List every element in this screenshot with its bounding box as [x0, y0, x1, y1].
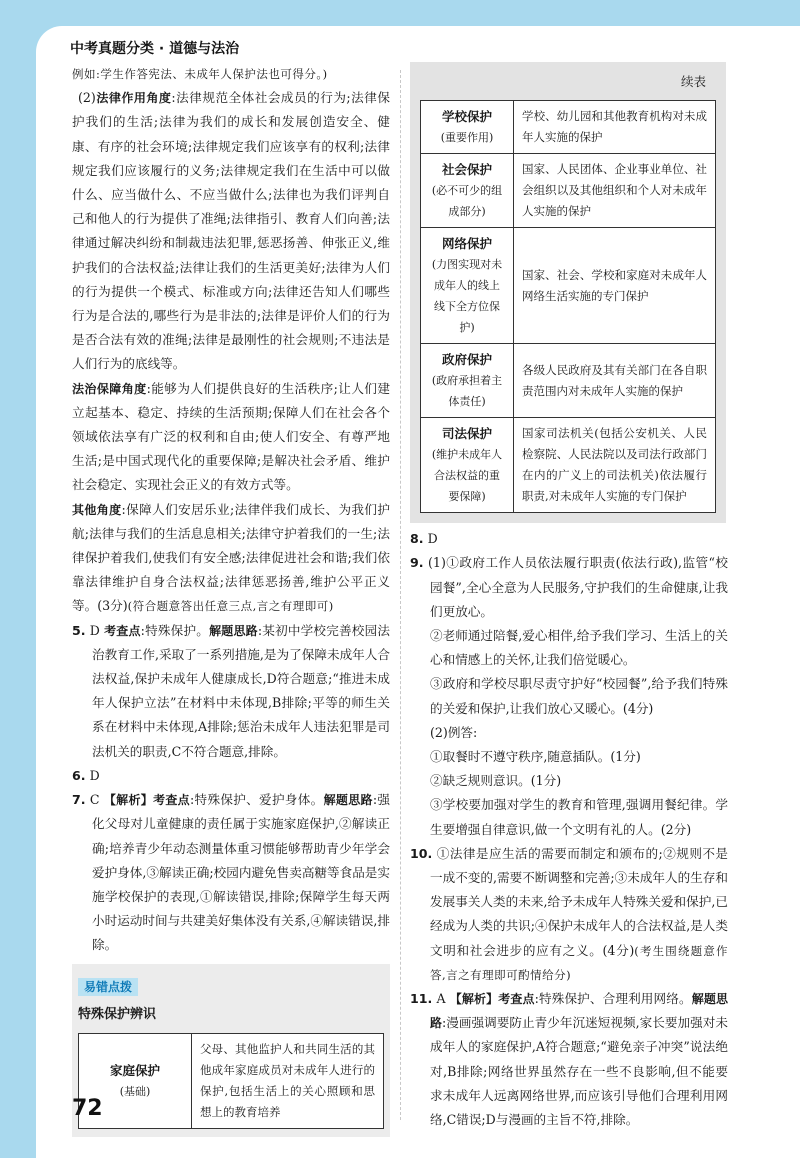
question-number: 6. [72, 767, 86, 783]
protection-role: (基础) [119, 1084, 151, 1098]
continued-label: 续表 [680, 74, 706, 89]
question-number: 7. [72, 792, 86, 808]
error-tip-title: 特殊保护辨识 [78, 1006, 157, 1022]
question-number: 11. [410, 991, 433, 1007]
table-row [421, 154, 716, 228]
answer-paragraph [72, 86, 390, 376]
error-tip-tag: 易错点拨 [78, 978, 138, 996]
question-number: 5. [72, 622, 86, 638]
key-text: :特殊保护、爱护身体。 [190, 792, 324, 808]
angle-label: 其他角度 [72, 502, 122, 517]
angle-text: :法律规范全体社会成员的行为;法律保护我们的生活;法律为我们的成长和发展创造安全、健康、有序的社会环境;法律规定我们应该享有的权利;法律规定我们应该履行的义务;法律规定我们在生活中可以做什么、应当做什么、不应当做什么;法律也为我们评判自己和他人的行为提供了准绳;法律指引、教育人们向善;法律通过解决纠纷和制裁违法犯罪,惩恶扬善、伸张正义,维护我们的合法权益;法律让我们的生活更美好;法律为人们的行为提供一个模式、标准或方向;法律还告知人们哪些行为是合法的,哪些行为是非法的;法律是评价人们的行为是否合法有效的准绳;法律是最刚性的社会规则;不违法是人们行为的底线等。 [72, 90, 390, 372]
continued-table-box [410, 62, 726, 523]
page-header: 中考真题分类 · 道德与法治 [70, 41, 240, 57]
key-text: :强化父母对儿童健康的责任属于实施家庭保护,②解读正确;培养青少年动态测量体重习惯能够帮助青少年学会爱护身体,③解读正确;校园内避免售卖高糖等食品是实施学校保护的表现,①解读错误,排除;保障学生每天两小时运动时间与共建美好集体没有关系,④解读错误,排除。 [92, 792, 390, 953]
protection-role: (力图实现对未成年人的线上线下全方位保护) [431, 258, 503, 335]
question-answer [410, 987, 728, 1132]
grading-note: (符合题意答出任意三点,言之有理即可) [127, 599, 334, 614]
protection-desc: 国家、人民团体、企业事业单位、社会组织以及其他组织和个人对未成年人实施的保护 [514, 154, 716, 228]
answer-line: (2)例答: [430, 724, 478, 740]
protection-type: 学校保护 [441, 109, 492, 125]
protection-desc: 学校、幼儿园和其他教育机构对未成年人实施的保护 [514, 101, 716, 154]
table-row [421, 418, 716, 513]
analysis-tag: 【解析】 [449, 992, 499, 1007]
protection-role: (必不可少的组成部分) [431, 184, 503, 219]
answer-line: ②老师通过陪餐,爱心相伴,给予我们学习、生活上的关心和情感上的关怀,让我们倍觉暖心。 [430, 628, 728, 668]
table-row [421, 228, 716, 344]
score: (3分) [97, 598, 128, 614]
table-row [79, 1033, 384, 1128]
protection-table [78, 1033, 384, 1129]
protection-role: (维护未成年人合法权益的重要保障) [431, 448, 503, 504]
protection-type: 家庭保护 [109, 1062, 160, 1078]
answer-choice: C [89, 792, 100, 808]
key-label: 考查点 [104, 623, 141, 638]
sub-number: (2) [78, 90, 96, 106]
question-answer [72, 764, 390, 788]
left-column [72, 62, 390, 1137]
question-number: 8. [410, 531, 424, 547]
error-tip-box [72, 964, 390, 1137]
right-column [410, 62, 728, 1132]
angle-label: 法治保障角度 [72, 381, 147, 396]
key-label: 考查点 [153, 793, 190, 808]
protection-type: 政府保护 [441, 352, 492, 368]
question-answer [72, 788, 390, 957]
question-answer [410, 842, 728, 987]
table-row [421, 344, 716, 418]
answer-line: (1)①政府工作人员依法履行职责(依法行政),监管“校园餐”,全心全意为人民服务,守护我们的生命健康,让我们更放心。 [428, 555, 729, 619]
answer-line: ③政府和学校尽职尽责守护好“校园餐”,给予我们特殊的关爱和保护,让我们放心又暖心。(4分) [430, 676, 728, 716]
key-label: 解题思路 [323, 793, 373, 808]
answer-choice: A [436, 991, 446, 1007]
protection-table [420, 100, 716, 513]
angle-label: 法律作用角度 [95, 91, 172, 106]
answer-note: 例如:学生作答宪法、未成年人保护法也可得分。) [72, 67, 328, 81]
key-text: :漫画强调要防止青少年沉迷短视频,家长要加强对未成年人的家庭保护,A符合题意;“避免亲子冲突”说法绝对,B排除;网络世界虽然存在一些不良影响,但不能要求未成年人远离网络世界,而应该引导他们合理利用网络,C错误;D与漫画的主旨不符,排除。 [430, 1015, 728, 1128]
key-label: 解题思路 [430, 992, 728, 1031]
protection-type-cell [421, 228, 514, 344]
key-text: :某初中学校完善校园法治教育工作,采取了一系列措施,是为了保障未成年人合法权益,保护未成年人健康成长,D符合题意;“推进未成年人保护立法”在材料中未体现,B排除;平等的师生关系在材料中未体现,A排除;惩治未成年人违法犯罪是司法机关的职责,C不符合题意,排除。 [92, 622, 390, 759]
analysis-tag: 【解析】 [103, 793, 154, 808]
angle-text: :能够为人们提供良好的生活秩序;让人们建立起基本、稳定、持续的生活预期;保障人们在社会各个领域依法享有广泛的权利和自由;使人们安全、有尊严地生活;是中国式现代化的重要保障;是解决社会矛盾、维护社会稳定、实现社会正义的有效方式等。 [72, 380, 390, 493]
question-number: 9. [410, 555, 424, 571]
angle-text: :保障人们安居乐业;法律伴我们成长、为我们护航;法律与我们的生活息息相关;法律守护着我们的一生;法律保护着我们,使我们有安全感;法律促进社会和谐;我们依靠法律维护自身合法权益;法律惩恶扬善,维护公平正义等。 [72, 501, 390, 614]
question-answer [410, 551, 728, 624]
protection-type: 司法保护 [441, 426, 492, 442]
protection-role: (政府承担着主体责任) [431, 374, 503, 409]
key-text: :特殊保护、合理利用网络。 [534, 991, 692, 1007]
table-row [421, 101, 716, 154]
score: (4分) [602, 942, 635, 958]
answer-line: ②缺乏规则意识。(1分) [430, 773, 562, 789]
answer-paragraph [72, 377, 390, 498]
key-label: 解题思路 [209, 623, 258, 638]
question-answer [410, 527, 728, 551]
protection-type-cell [421, 418, 514, 513]
protection-type: 社会保护 [441, 162, 492, 178]
protection-type-cell [421, 154, 514, 228]
key-label: 考查点 [498, 992, 535, 1007]
protection-type-cell [421, 101, 514, 154]
protection-type-cell [421, 344, 514, 418]
answer-choice: D [89, 767, 100, 783]
protection-desc: 国家司法机关(包括公安机关、人民检察院、人民法院以及司法行政部门在内的广义上的司法机关)依法履行职责,对未成年人实施的专门保护 [514, 418, 716, 513]
answer-line: ③学校要加强对学生的教育和管理,强调用餐纪律。学生要增强自律意识,做一个文明有礼的人。(2分) [430, 797, 728, 837]
protection-role: (重要作用) [440, 131, 494, 145]
protection-type: 网络保护 [441, 236, 492, 252]
column-divider [400, 70, 401, 1120]
page-number: 72 [72, 1096, 103, 1121]
answer-choice: D [89, 622, 100, 638]
protection-desc: 父母、其他监护人和共同生活的其他成年家庭成员对未成年人进行的保护,包括生活上的关心照顾和思想上的教育培养 [192, 1033, 384, 1128]
question-answer [72, 619, 390, 764]
protection-desc: 各级人民政府及其有关部门在各自职责范围内对未成年人实施的保护 [514, 344, 716, 418]
answer-paragraph [72, 498, 390, 619]
grading-note: (考生围绕题意作答,言之有理即可酌情给分) [430, 943, 729, 982]
answer-text: ①法律是应生活的需要而制定和颁布的;②规则不是一成不变的,需要不断调整和完善;③未成年人的生存和发展事关人类的未来,给予未成年人特殊关爱和保护,已经成为人类的共识;④保护未成年人的合法权益,是人类文明和社会进步的应有之义。 [430, 845, 728, 958]
key-text: :特殊保护。 [140, 622, 210, 638]
question-number: 10. [410, 845, 433, 861]
answer-choice: D [427, 531, 438, 547]
answer-line: ①取餐时不遵守秩序,随意插队。(1分) [430, 749, 641, 765]
protection-desc: 国家、社会、学校和家庭对未成年人网络生活实施的专门保护 [514, 228, 716, 344]
